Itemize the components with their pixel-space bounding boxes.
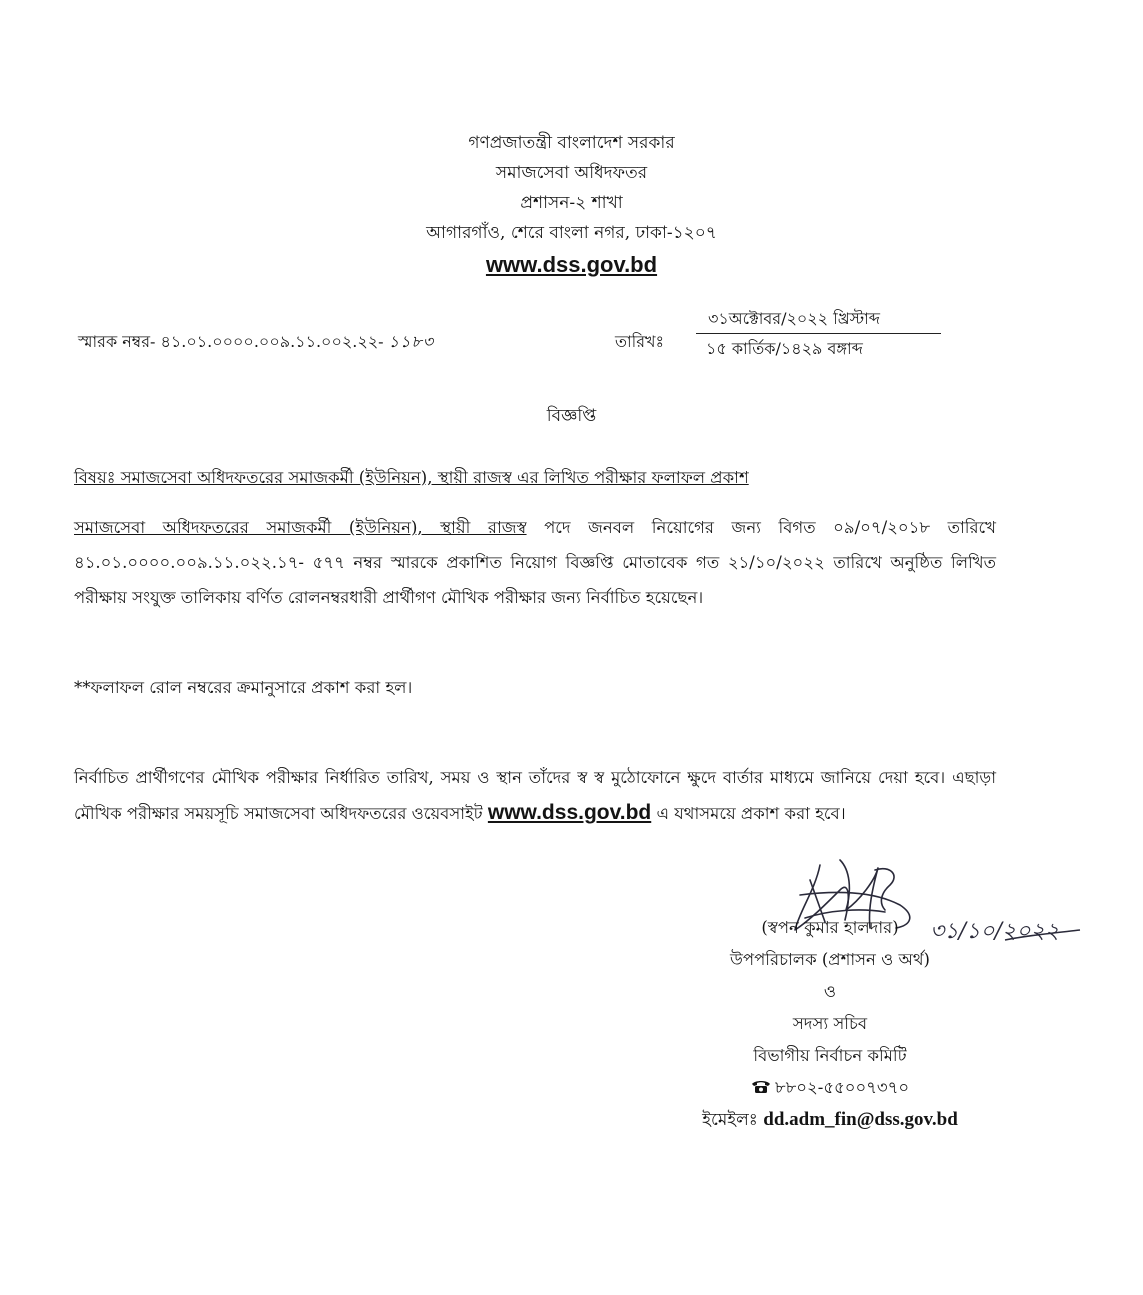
letterhead: [0, 128, 1143, 282]
phone-line: [660, 1072, 1000, 1104]
date-bangla: ১৫ কার্তিক/১৪২৯ বঙ্গাব্দ: [706, 339, 863, 358]
inline-website-link[interactable]: www.dss.gov.bd: [487, 801, 652, 824]
memo-row: [78, 305, 978, 365]
memo-handwritten-number: ১১৮৩: [388, 332, 435, 351]
department-name: সমাজসেবা অধিদফতর: [495, 163, 648, 183]
email-line: [660, 1104, 1000, 1136]
result-note: **ফলাফল রোল নম্বরের ক্রমানুসারে প্রকাশ করা হল।: [74, 678, 413, 697]
officer-name: (স্বপন কুমার হালদার): [761, 918, 899, 937]
date-label: তারিখঃ: [615, 332, 665, 351]
member-secretary: সদস্য সচিব: [792, 1014, 868, 1033]
paragraph2-text: নির্বাচিত প্রার্থীগণের মৌখিক পরীক্ষার নির্ধারিত তারিখ, সময় ও স্থান তাঁদের স্ব স্ব মুঠোফোনে ক্ষুদে বার্তার মাধ্যমে জানিয়ে দেয়া হবে। এছাড়া মৌখিক পরীক্ষার সময়সূচি সমাজসেবা অধিদফতরের ওয়েবসাইট: [74, 768, 996, 823]
paragraph2-tail: এ যথাসময়ে প্রকাশ করা হবে।: [651, 804, 846, 823]
memo-number-label: স্মারক নম্বর- ৪১.০১.০০০০.০০৯.১১.০০২.২২-: [78, 332, 389, 351]
notice-title: বিজ্ঞপ্তি: [546, 406, 597, 426]
body-paragraph-2: [74, 760, 996, 831]
email-label: ইমেইলঃ: [702, 1110, 764, 1130]
memo-number: [78, 329, 434, 356]
body-paragraph-1: [74, 510, 996, 615]
telephone-icon: [751, 1080, 771, 1094]
paragraph1-text: পদে জনবল নিয়োগের জন্য বিগত ০৯/০৭/২০১৮ তারিখে ৪১.০১.০০০০.০০৯.১১.০২২.১৭- ৫৭৭ নম্বর স্মারকে প্রকাশিত নিয়োগ বিজ্ঞপ্তি মোতাবেক গত ২১/১০/২০২২ তারিখে অনুষ্ঠিত লিখিত পরীক্ষায় সংযুক্ত তালিকায় বর্ণিত রোলনম্বরধারী প্রার্থীগণ মৌখিক পরীক্ষার জন্য নির্বাচিত হয়েছেন।: [74, 518, 996, 607]
conjunction: ও: [823, 982, 837, 1001]
subject-line: বিষয়ঃ সমাজসেবা অধিদফতরের সমাজকর্মী (ইউনিয়ন), স্থায়ী রাজস্ব এর লিখিত পরীক্ষার ফলাফল প্রকাশ: [74, 468, 749, 487]
email-address[interactable]: dd.adm_fin@dss.gov.bd: [763, 1109, 958, 1130]
website-link[interactable]: www.dss.gov.bd: [485, 252, 658, 277]
date-gregorian: ৩১অক্টোবর/২০২২ খ্রিস্টাব্দ: [696, 305, 941, 334]
signature-block: [660, 912, 1000, 1136]
officer-designation: উপপরিচালক (প্রশাসন ও অর্থ): [730, 950, 930, 969]
committee-name: বিভাগীয় নির্বাচন কমিটি: [753, 1046, 907, 1065]
branch-name: প্রশাসন-২ শাখা: [520, 193, 623, 213]
government-name: গণপ্রজাতন্ত্রী বাংলাদেশ সরকার: [468, 133, 675, 153]
post-name: সমাজসেবা অধিদফতরের সমাজকর্মী (ইউনিয়ন), স্থায়ী রাজস্ব: [74, 518, 527, 537]
office-address: আগারগাঁও, শেরে বাংলা নগর, ঢাকা-১২০৭: [426, 223, 717, 243]
date-block: [696, 305, 941, 364]
phone-number[interactable]: ৮৮০২-৫৫০০৭৩৭০: [774, 1078, 910, 1097]
signature-date: ৩১/১০/২০২২: [930, 919, 1060, 944]
